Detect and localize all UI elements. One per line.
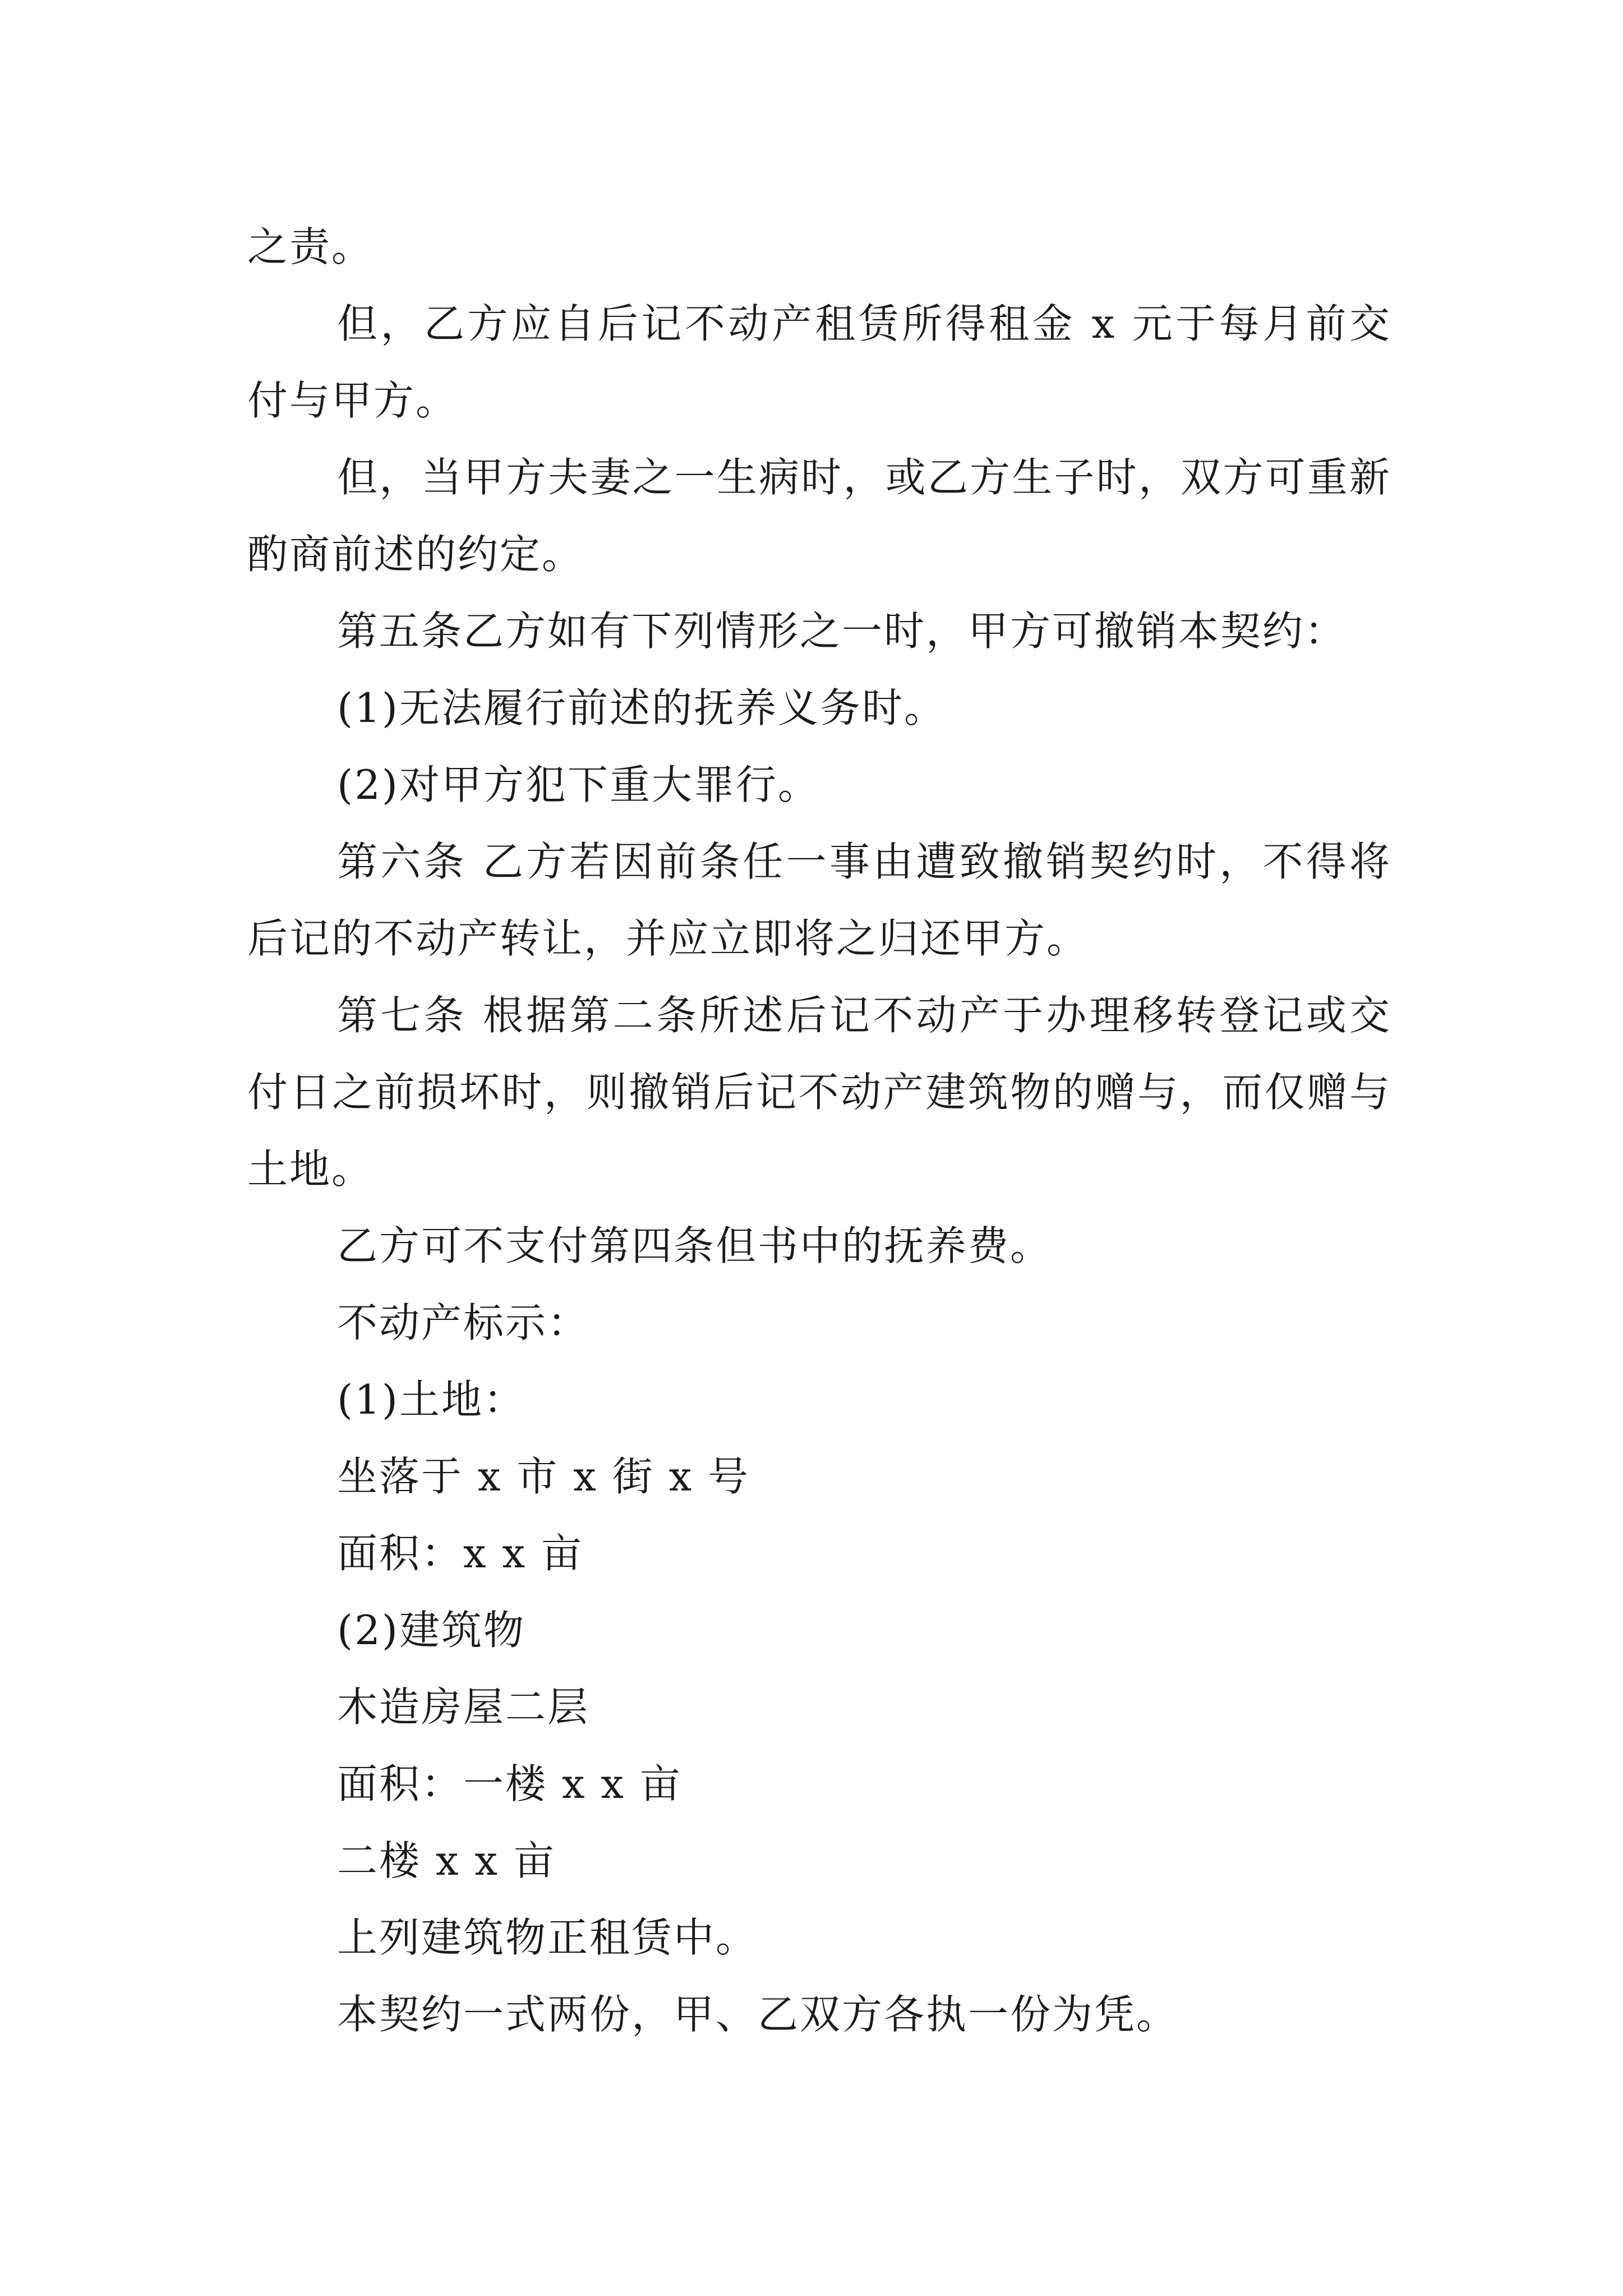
property-land-location: 坐落于 x 市 x 街 x 号	[337, 1453, 750, 1500]
property-land-area: 面积：x x 亩	[337, 1530, 583, 1577]
property-building-area-floor2: 二楼 x x 亩	[337, 1837, 556, 1884]
article-5-item-2: (2)对甲方犯下重大罪行。	[337, 761, 820, 808]
property-building-area-floor1: 面积：一楼 x x 亩	[337, 1760, 682, 1807]
property-building-type: 木造房屋二层	[337, 1683, 590, 1731]
article-5: 第五条乙方如有下列情形之一时，甲方可撤销本契约：	[337, 608, 1347, 655]
paragraph-continuation: 之责。	[247, 223, 374, 270]
property-building-heading: (2)建筑物	[337, 1607, 525, 1654]
property-land-heading: (1)土地：	[337, 1376, 525, 1423]
contract-copies-note: 本契约一式两份，甲、乙双方各执一份为凭。	[337, 1991, 1179, 2038]
document-body	[247, 209, 1391, 2053]
property-heading: 不动产标示：	[337, 1299, 590, 1346]
paragraph-rent-payment: 但，乙方应自后记不动产租赁所得租金 x 元于每月前交付与甲方。	[247, 300, 1391, 424]
article-7: 第七条 根据第二条所述后记不动产于办理移转登记或交付日之前损坏时，则撤销后记不动产建筑物的赠与，而仅赠与土地。	[247, 992, 1391, 1193]
property-lease-note: 上列建筑物正租赁中。	[337, 1914, 758, 1961]
paragraph-renegotiation: 但，当甲方夫妻之一生病时，或乙方生子时，双方可重新酌商前述的约定。	[247, 454, 1391, 578]
article-6: 第六条 乙方若因前条任一事由遭致撤销契约时，不得将后记的不动产转让，并应立即将之归还甲方。	[247, 838, 1391, 962]
article-5-item-1: (1)无法履行前述的抚养义务时。	[337, 684, 946, 731]
paragraph-support-fee: 乙方可不支付第四条但书中的抚养费。	[337, 1222, 1053, 1269]
